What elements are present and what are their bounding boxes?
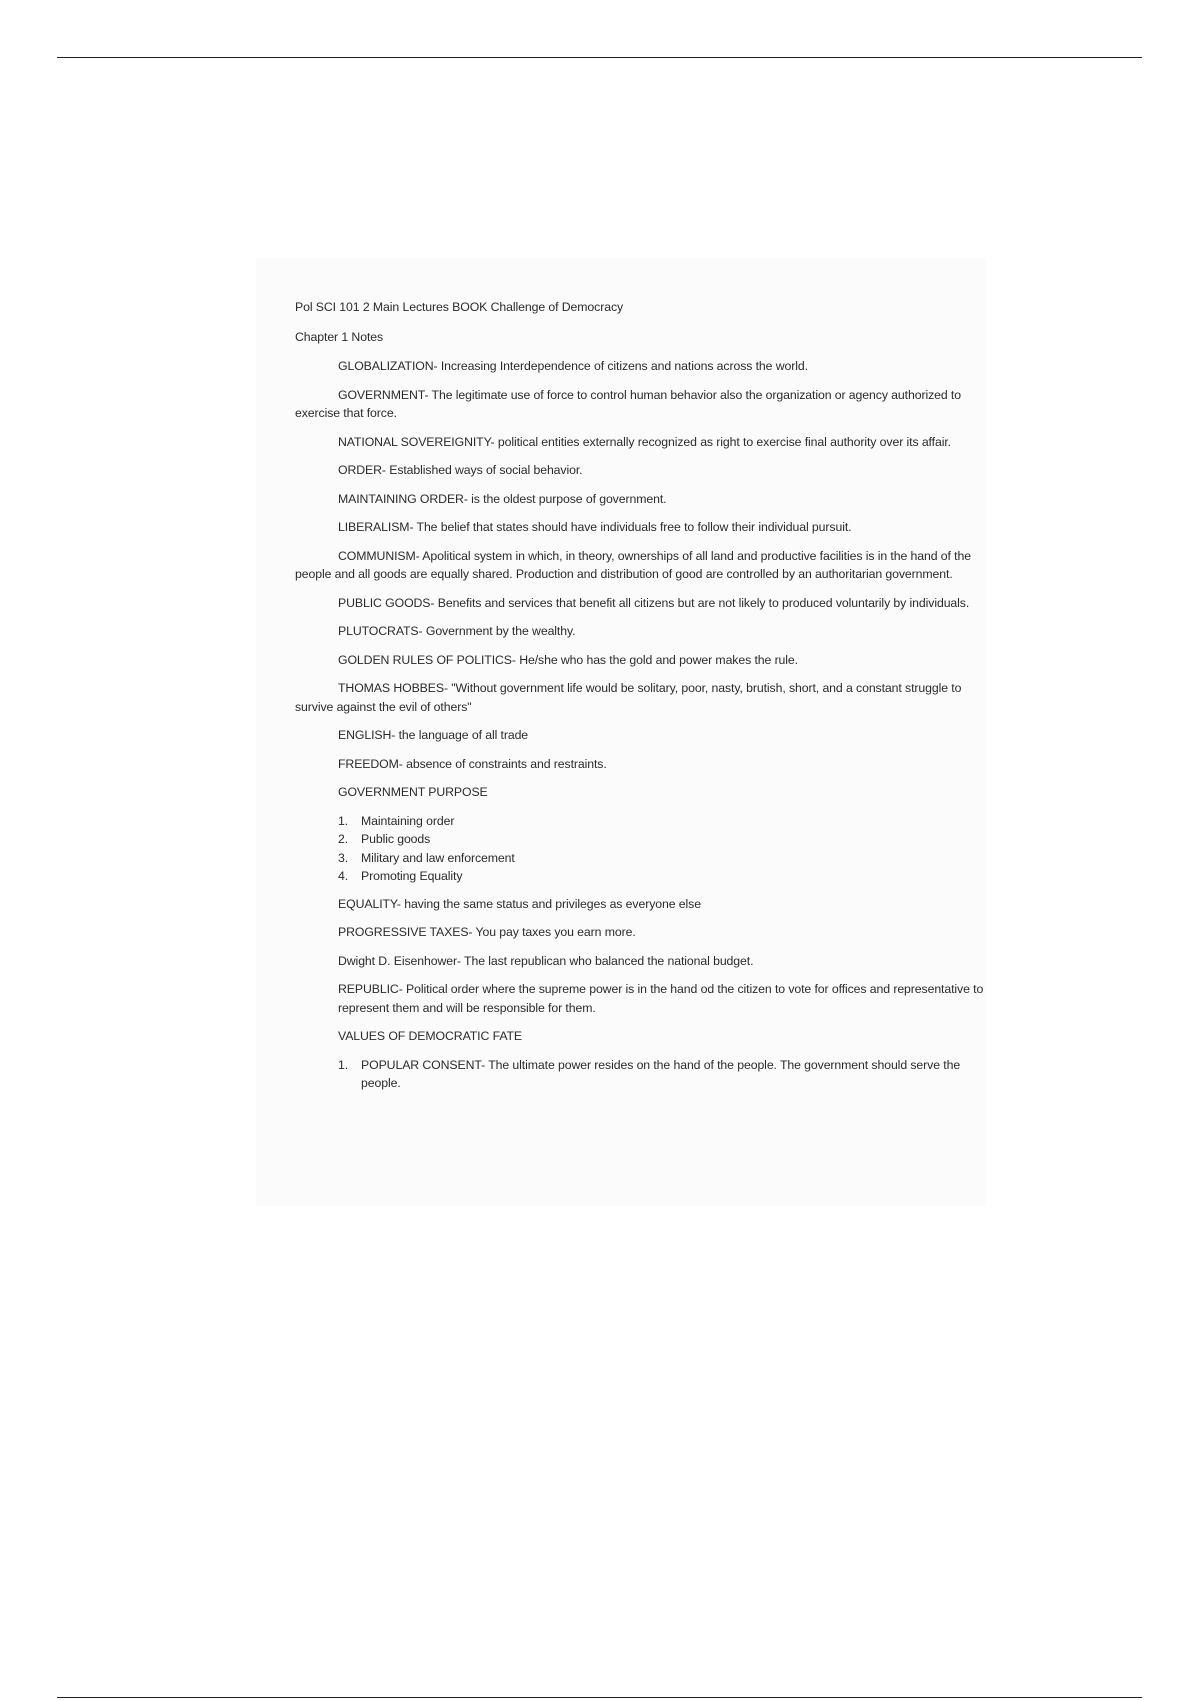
- entry-liberalism: LIBERALISM- The belief that states should have individuals free to follow their individual pursuit.: [338, 520, 852, 534]
- government-purpose-list: [295, 812, 986, 886]
- list-item: 2. Public goods: [338, 832, 431, 846]
- government-purpose-heading: GOVERNMENT PURPOSE: [338, 785, 488, 799]
- entry-government: GOVERNMENT- The legitimate use of force to control human behavior also the organization or agency authorized to exercise that force.: [295, 387, 961, 420]
- entry-maintaining-order: MAINTAINING ORDER- is the oldest purpose of government.: [338, 491, 667, 506]
- entry-english: ENGLISH- the language of all trade: [338, 728, 529, 742]
- entry-republic: REPUBLIC- Political order where the supreme power is in the hand od the citizen to vote for offices and representative to represent them and will be responsible for them.: [338, 982, 984, 1015]
- entry-public-goods: PUBLIC GOODS- Benefits and services that benefit all citizens but are not likely to produced voluntarily by individuals.: [338, 595, 970, 610]
- entry-plutocrats: PLUTOCRATS- Government by the wealthy.: [338, 624, 576, 638]
- list-item: 3. Military and law enforcement: [338, 850, 515, 865]
- entry-communism: COMMUNISM- Apolitical system in which, in theory, ownerships of all land and productive facilities is in the hand of the people and all goods are equally shared. Production and distribution of good are controlled by an authoritarian government.: [295, 548, 971, 581]
- list-item: 1. Maintaining order: [338, 813, 455, 828]
- entry-thomas-hobbes: THOMAS HOBBES- "Without government life would be solitary, poor, nasty, brutish, short, and a constant struggle to survive against the evil of others": [295, 681, 962, 714]
- entry-national-sovereignty: NATIONAL SOVEREIGNITY- political entities externally recognized as right to exercise final authority over its affair.: [338, 434, 951, 449]
- values-heading: VALUES OF DEMOCRATIC FATE: [338, 1029, 523, 1043]
- entry-golden-rules: GOLDEN RULES OF POLITICS- He/she who has the gold and power makes the rule.: [338, 652, 798, 667]
- entry-equality: EQUALITY- having the same status and privileges as everyone else: [338, 896, 701, 911]
- values-list: [295, 1056, 986, 1093]
- entry-freedom: FREEDOM- absence of constraints and restraints.: [338, 756, 607, 771]
- entry-eisenhower: Dwight D. Eisenhower- The last republican who balanced the national budget.: [338, 953, 754, 968]
- document-text: [295, 298, 986, 1093]
- entry-progressive-taxes: PROGRESSIVE TAXES- You pay taxes you earn more.: [338, 925, 636, 939]
- document-page-image: [256, 258, 986, 1206]
- entry-globalization: GLOBALIZATION- Increasing Interdependence of citizens and nations across the world.: [338, 359, 808, 373]
- list-item: 4. Promoting Equality: [338, 869, 463, 883]
- list-item: 1. POPULAR CONSENT- The ultimate power resides on the hand of the people. The government should serve the people.: [338, 1057, 961, 1090]
- bottom-divider: [57, 1697, 1142, 1698]
- chapter-title: Chapter 1 Notes: [295, 329, 384, 344]
- entry-order: ORDER- Established ways of social behavior.: [338, 463, 583, 477]
- document-header: Pol SCI 101 2 Main Lectures BOOK Challenge of Democracy: [295, 300, 624, 314]
- top-divider: [57, 57, 1142, 58]
